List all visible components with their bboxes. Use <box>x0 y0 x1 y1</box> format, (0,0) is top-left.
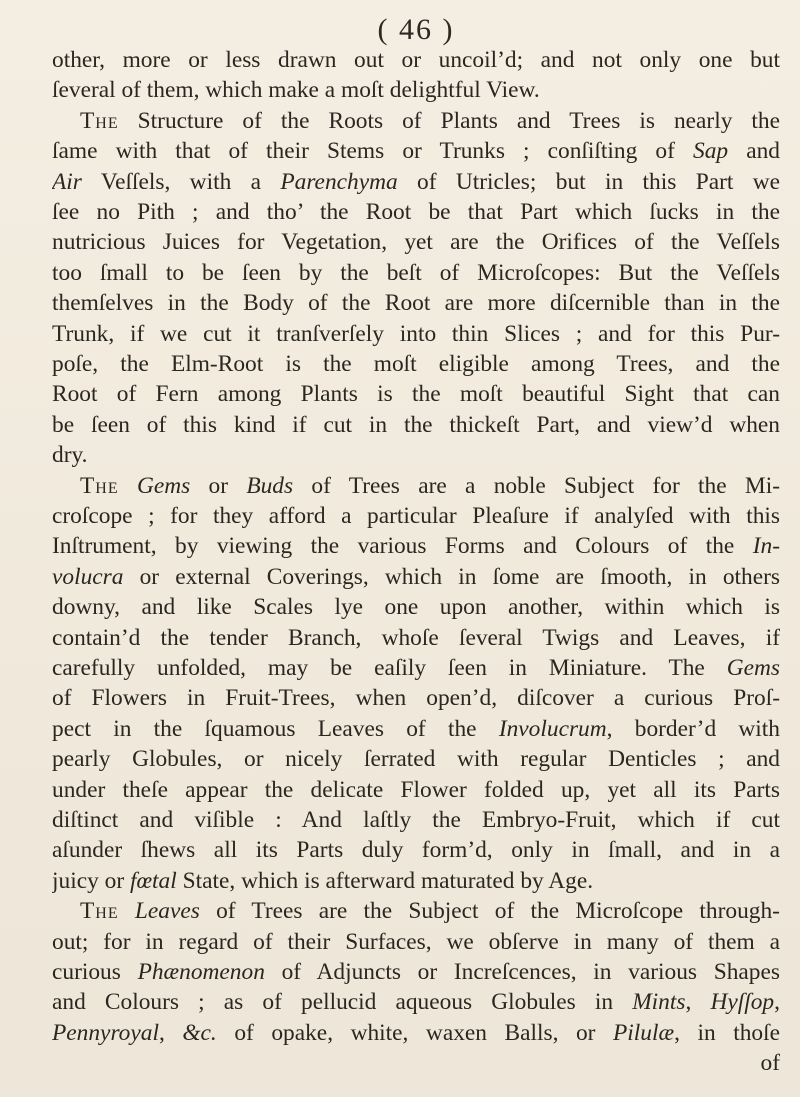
text-segment: Trunk, if we cut it tranſverſely into thin Slices ; and for this Pur- <box>52 320 780 347</box>
text-segment: Mints <box>632 989 686 1016</box>
text-line <box>52 226 780 258</box>
text-segment: aſunder ſhews all its Parts duly form’d, only in ſmall, and in a <box>52 837 780 864</box>
text-segment: Involucrum <box>498 715 607 742</box>
text-line <box>52 986 780 1018</box>
text-segment: The <box>80 107 119 134</box>
text-line <box>52 318 780 350</box>
text-segment: themſelves in the Body of the Root are more diſcernible than in the <box>52 290 780 317</box>
text-line <box>52 105 780 137</box>
text-segment: , in thoſe <box>674 1019 780 1046</box>
text-segment: fœtal <box>129 867 177 894</box>
text-segment: and Colours ; as of pellucid aqueous Globules in <box>52 989 633 1016</box>
text-segment: of Trees are a noble Subject for the Mi- <box>293 472 780 499</box>
text-segment: under theſe appear the delicate Flower folded up, yet all its Parts <box>52 776 780 803</box>
text-segment: and <box>728 138 780 165</box>
text-segment: pect in the ſquamous Leaves of the <box>52 715 499 742</box>
text-segment: other, more or less drawn out or uncoil’d; and not only one but <box>52 47 780 73</box>
text-segment: contain’d the tender Branch, whoſe ſeveral Twigs and Leaves, if <box>52 624 780 651</box>
text-segment: Structure of the Roots of Plants and Trees is nearly the <box>118 107 780 134</box>
text-segment: Inſtrument, by viewing the various Forms and Colours of the <box>52 533 753 560</box>
text-segment: of Adjuncts or Increſcences, in various Shapes <box>264 959 780 985</box>
text-line <box>52 622 780 654</box>
text-segment: out; for in regard of their Surfaces, we obſerve in many of them a <box>52 928 780 955</box>
text-line <box>52 44 780 76</box>
text-segment: &c. <box>182 1019 217 1046</box>
text-segment: , <box>158 1019 183 1046</box>
text-segment: be ſeen of this kind if cut in the thickeſt Part, and view’d when <box>52 411 780 438</box>
text-segment: downy, and like Scales lye one upon another, within which is <box>52 594 780 621</box>
text-segment: Gems <box>136 472 191 499</box>
text-line <box>52 348 780 380</box>
text-segment: of Utricles; but in this Part we <box>397 168 780 195</box>
text-segment: diſtinct and viſible : And laſtly the Embryo-Fruit, which if cut <box>52 807 780 833</box>
text-segment <box>119 473 137 499</box>
text-line <box>52 196 780 228</box>
text-segment: juicy or <box>52 867 130 894</box>
text-line <box>52 166 780 198</box>
text-segment: Gems <box>726 655 780 681</box>
text-line <box>52 378 780 410</box>
text-segment: dry. <box>52 442 88 469</box>
text-line <box>52 774 780 806</box>
text-segment: Veſſels, with a <box>81 168 281 195</box>
text-line <box>52 135 780 167</box>
text-segment: Pilulæ <box>613 1019 675 1046</box>
text-segment: poſe, the Elm-Root is the moſt eligible among Trees, and the <box>52 351 780 377</box>
text-segment: Sap <box>693 138 729 165</box>
text-segment: Leaves <box>134 898 200 925</box>
text-segment: Parenchyma <box>280 168 398 195</box>
text-line <box>52 926 780 958</box>
text-segment: ſeveral of them, which make a moſt delightful View. <box>52 77 540 104</box>
text-segment: , <box>685 989 711 1016</box>
text-segment: too ſmall to be ſeen by the beſt of Microſcopes: But the Veſſels <box>52 259 780 286</box>
text-segment: or <box>190 472 247 499</box>
text-segment: , <box>774 989 780 1016</box>
text-segment: pearly Globules, or nicely ſerrated with regular Denticles ; and <box>52 746 780 773</box>
page-number: ( 46 ) <box>377 13 455 46</box>
text-line <box>52 500 780 532</box>
text-segment: of opake, white, waxen Balls, or <box>216 1019 613 1046</box>
text-segment: volucra <box>52 563 124 590</box>
text-segment: The <box>80 898 119 925</box>
text-segment: , border’d with <box>606 715 780 742</box>
text-segment: In- <box>752 533 780 560</box>
text-line <box>52 652 780 684</box>
text-line <box>52 834 780 866</box>
text-line <box>52 409 780 441</box>
text-segment: of Flowers in Fruit-Trees, when open’d, diſcover a curious Proſ- <box>52 685 780 712</box>
text-segment: Air <box>52 168 82 195</box>
text-line <box>52 895 780 927</box>
text-segment: or external Coverings, which in ſome are ſmooth, in others <box>123 563 780 590</box>
text-line <box>52 591 780 623</box>
text-segment: Buds <box>246 472 294 499</box>
text-line <box>52 743 780 775</box>
text-line <box>52 865 780 897</box>
text-line <box>52 74 780 106</box>
text-line <box>52 439 780 471</box>
text-segment: carefully unfolded, may be eaſily ſeen in Miniature. The <box>52 655 727 681</box>
text-line <box>52 257 780 289</box>
text-line <box>52 470 780 502</box>
text-segment: of <box>760 1050 780 1077</box>
text-segment: State, which is afterward maturated by Age. <box>176 867 594 894</box>
text-line <box>52 1047 780 1079</box>
text-segment: ſee no Pith ; and tho’ the Root be that Part which ſucks in the <box>52 199 780 225</box>
text-line <box>52 713 780 745</box>
text-segment: Root of Fern among Plants is the moſt beautiful Sight that can <box>52 381 780 408</box>
text-line <box>52 682 780 714</box>
text-segment <box>119 898 135 924</box>
text-line <box>52 561 780 593</box>
text-segment: of Trees are the Subject of the Microſcope through- <box>199 898 780 925</box>
text-segment: nutricious Juices for Vegetation, yet are the Orifices of the Veſſels <box>52 229 780 256</box>
text-segment: curious <box>52 959 138 985</box>
text-segment: ſame with that of their Stems or Trunks ; conſiſting of <box>52 138 694 165</box>
text-segment: The <box>80 472 119 499</box>
text-line <box>52 804 780 836</box>
text-segment: Pennyroyal <box>52 1019 159 1046</box>
text-segment: croſcope ; for they afford a particular Pleaſure if analyſed with this <box>52 503 780 529</box>
text-segment: Hyſſop <box>710 989 775 1016</box>
text-line <box>52 956 780 988</box>
text-line <box>52 1017 780 1049</box>
text-line <box>52 530 780 562</box>
text-line <box>52 287 780 319</box>
text-segment: Phænomenon <box>137 959 265 985</box>
